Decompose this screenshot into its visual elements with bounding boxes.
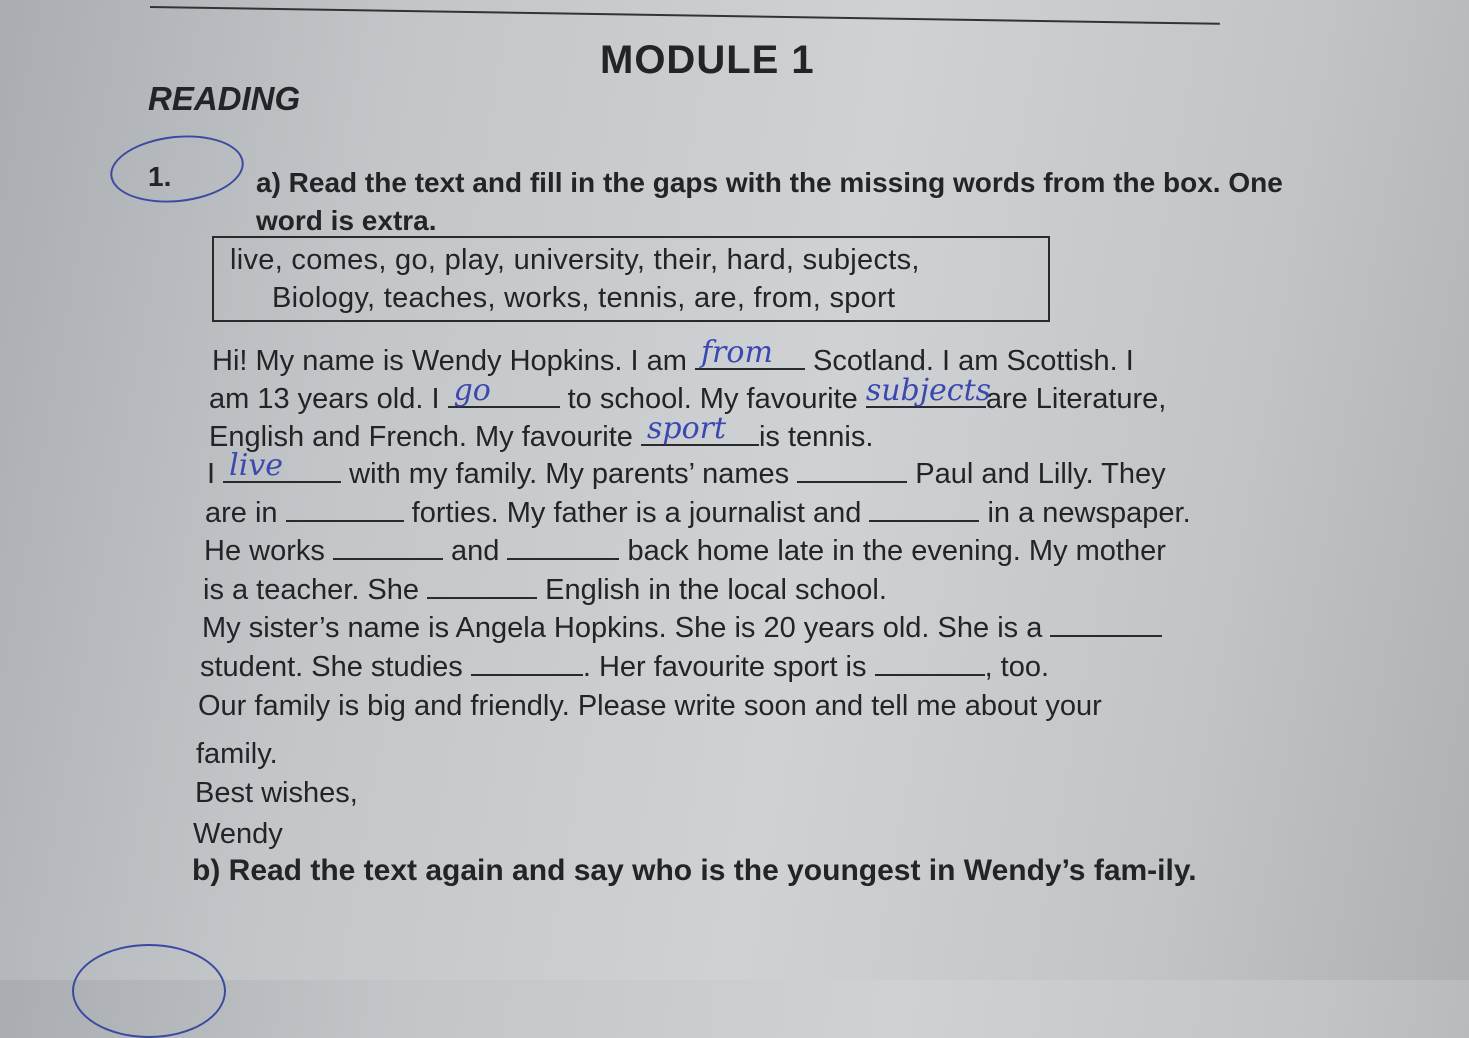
gap-13[interactable] (471, 652, 583, 676)
passage-line-5: are in forties. My father is a journalist and in a newspaper. (205, 497, 1191, 529)
gap-6[interactable] (797, 459, 907, 483)
handwritten-answer-2: go (453, 373, 491, 408)
handwritten-answer-5: live (229, 448, 284, 483)
gap-4[interactable] (641, 411, 759, 446)
passage-line-6: He works and back home late in the evening. My mother (204, 535, 1166, 567)
passage-line-11: family. (196, 738, 278, 770)
handwritten-answer-4: sport (646, 411, 727, 446)
module-title: MODULE 1 (600, 38, 815, 82)
passage-line-7: is a teacher. She English in the local school. (203, 574, 887, 606)
passage-line-9: student. She studies . Her favourite sport is , too. (200, 651, 1050, 683)
word-box-line-1: live, comes, go, play, university, their, hard, subjects, (230, 244, 920, 276)
handwritten-answer-1: from (700, 335, 773, 370)
passage-line-4: I live with my family. My parents’ names Paul and Lilly. They (207, 448, 1166, 490)
gap-12[interactable] (1050, 613, 1162, 637)
passage-line-12: Best wishes, (195, 777, 358, 809)
passage-line-10: Our family is big and friendly. Please write soon and tell me about your (198, 690, 1102, 722)
pen-corner-mark (72, 944, 226, 1038)
gap-5[interactable] (223, 448, 341, 483)
gap-3[interactable] (865, 373, 992, 408)
passage-line-3: English and French. My favourite sport is tennis. (209, 411, 874, 453)
instruction-b: b) Read the text again and say who is the youngest in Wendy’s fam-ily. (192, 854, 1197, 887)
gap-10[interactable] (507, 536, 619, 560)
passage-line-8: My sister’s name is Angela Hopkins. She is 20 years old. She is a (202, 612, 1162, 645)
passage-line-2: am 13 years old. I go to school. My favourite subjects are Literature, (209, 373, 1167, 415)
passage-line-1: Hi! My name is Wendy Hopkins. I am from Scotland. I am Scottish. I (212, 335, 1134, 377)
gap-14[interactable] (875, 652, 985, 676)
gap-1[interactable] (695, 335, 805, 370)
passage-line-13: Wendy (193, 818, 283, 850)
gap-9[interactable] (333, 536, 443, 560)
gap-2[interactable] (448, 373, 560, 408)
instruction-a: a) Read the text and fill in the gaps with the missing words from the box. One word is extra. (256, 167, 1283, 236)
gap-8[interactable] (869, 498, 979, 522)
gap-7[interactable] (286, 498, 404, 522)
section-title: READING (148, 80, 301, 117)
handwritten-answer-3: subjects (865, 373, 992, 408)
word-box-line-2: Biology, teaches, works, tennis, are, from, sport (272, 282, 896, 314)
gap-11[interactable] (427, 575, 537, 599)
exercise-number: 1. (148, 161, 172, 192)
